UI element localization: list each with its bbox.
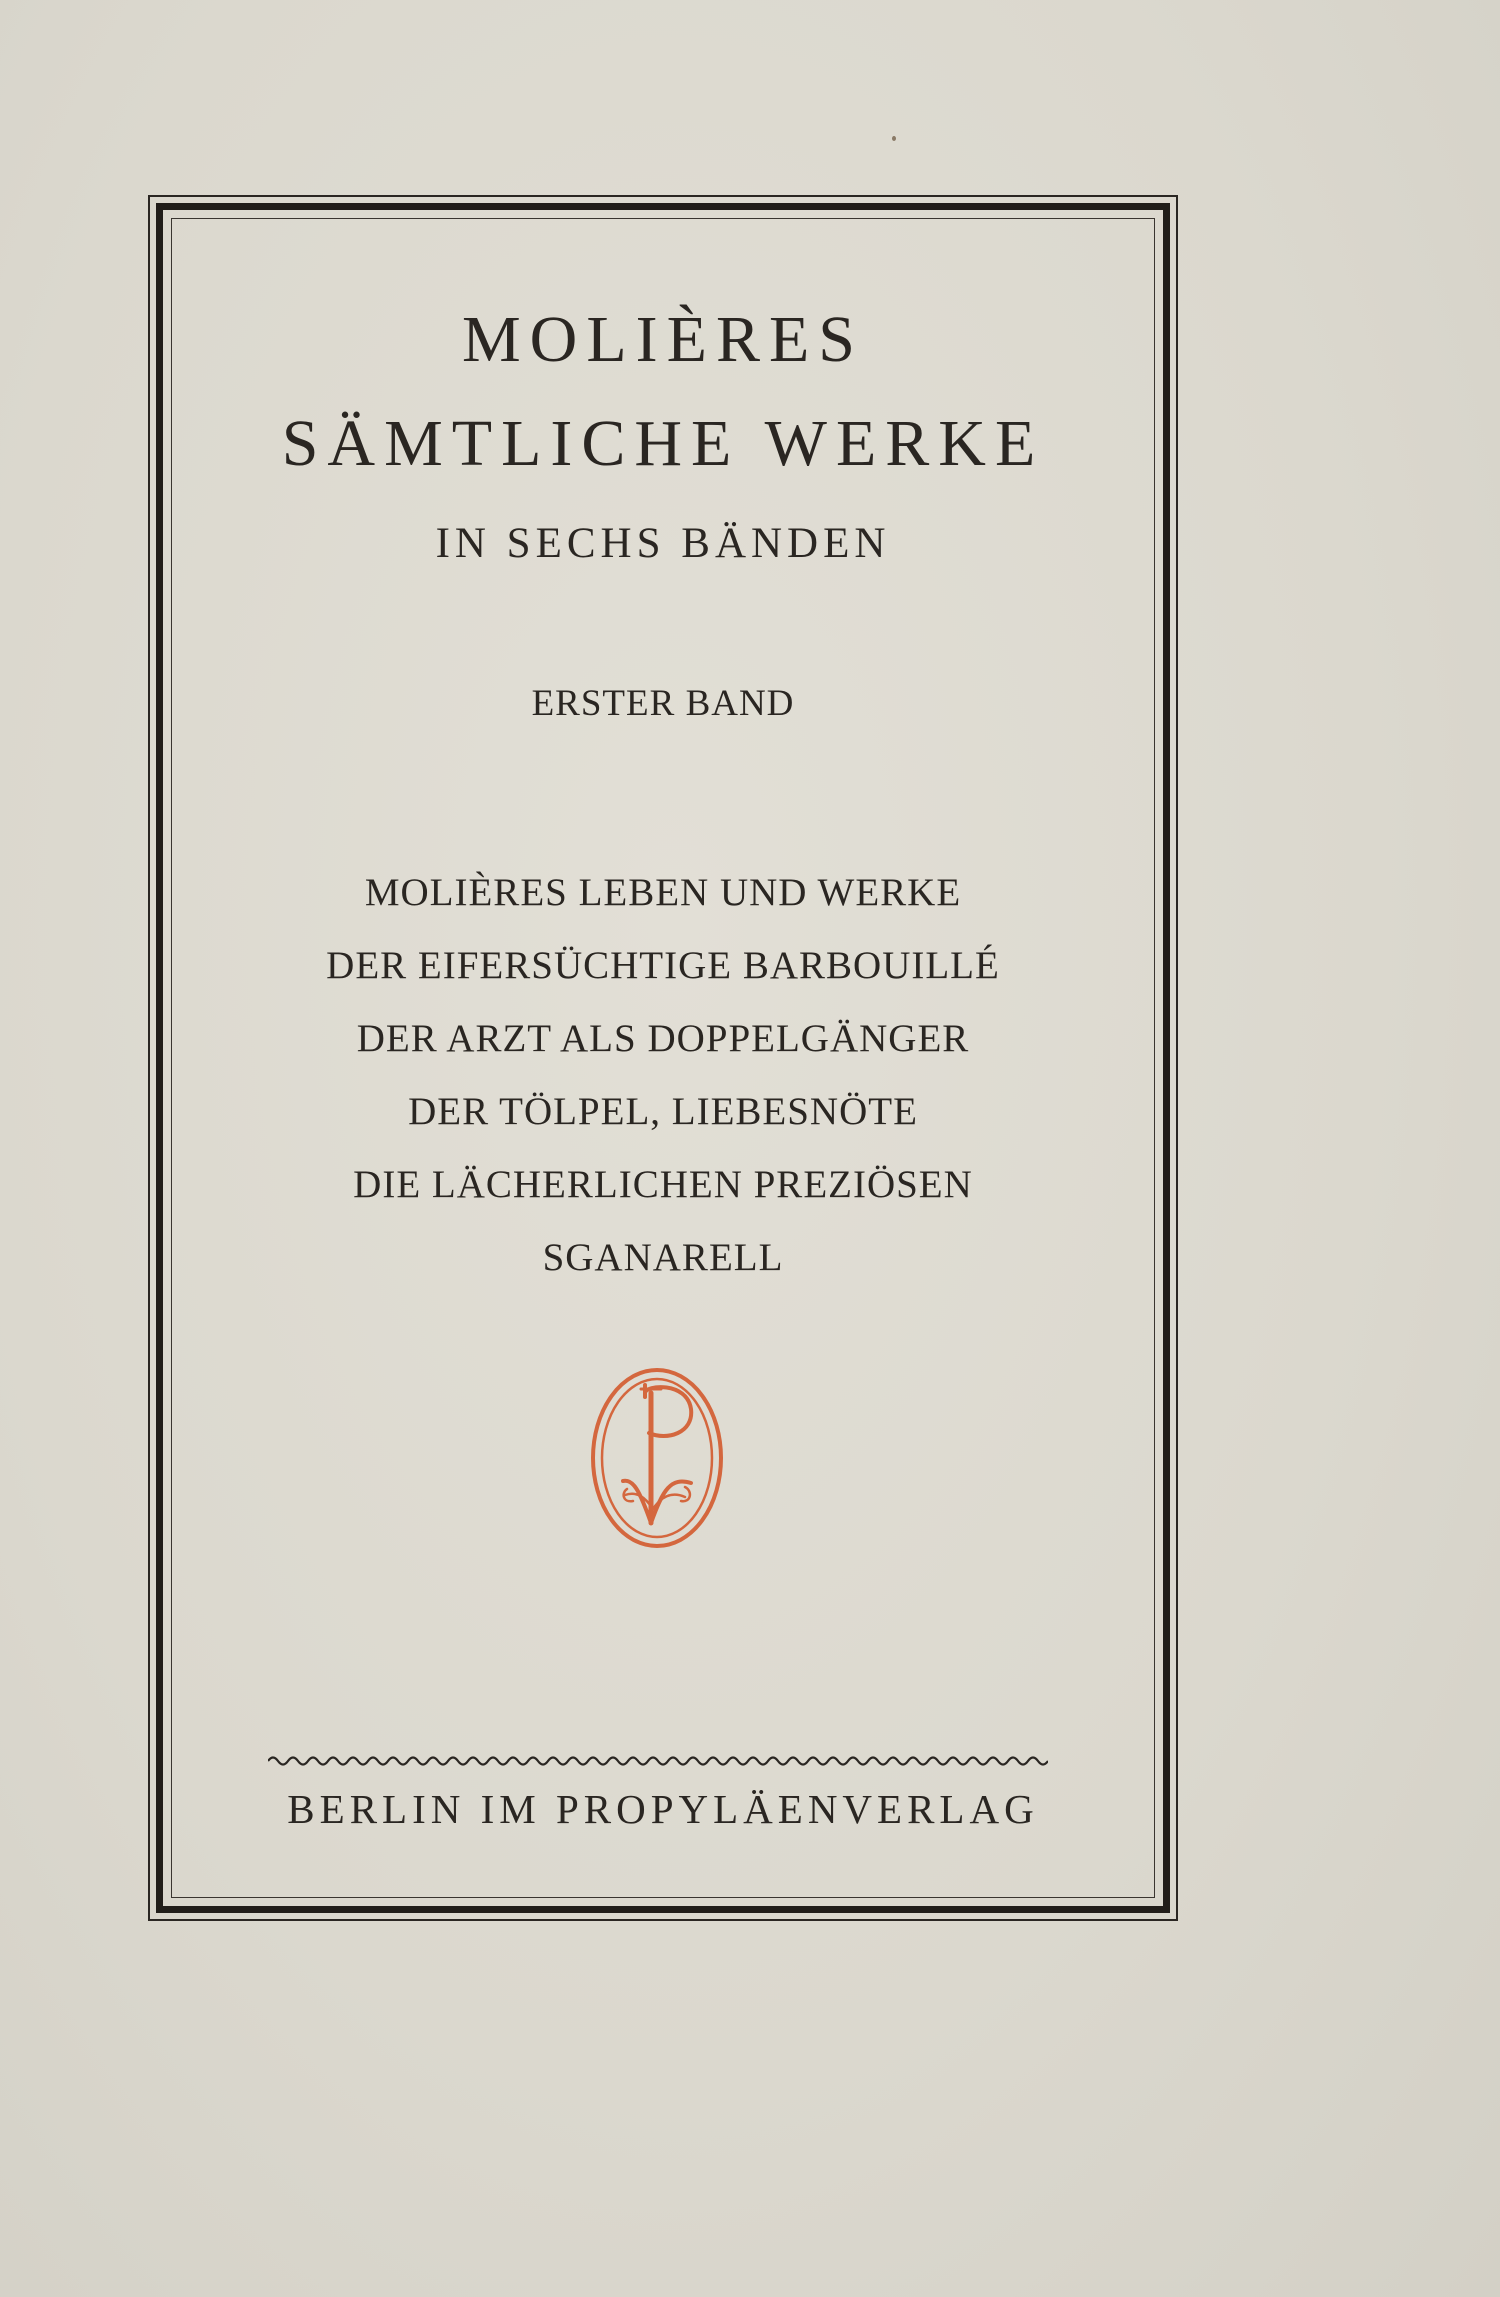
paper-speck [892,136,896,141]
publisher-imprint: BERLIN IM PROPYLÄENVERLAG [287,1786,1039,1832]
wavy-rule-ornament [268,1754,1048,1768]
contents-item: MOLIÈRES LEBEN UND WERKE [364,871,962,914]
title-line-1: MOLIÈRES [462,303,864,376]
subtitle: IN SECHS BÄNDEN [435,520,891,567]
title-line-2: SÄMTLICHE WERKE [281,407,1045,480]
contents-list [172,856,1154,1294]
contents-item: DER TÖLPEL, LIEBESNÖTE [408,1090,918,1133]
contents-item: DER ARZT ALS DOPPELGÄNGER [356,1017,970,1060]
volume-label: ERSTER BAND [531,683,795,724]
propylaeen-monogram-logo [587,1363,727,1553]
contents-item: DER EIFERSÜCHTIGE BARBOUILLÉ [326,944,1000,987]
contents-item: SGANARELL [542,1236,784,1279]
contents-item: DIE LÄCHERLICHEN PREZIÖSEN [353,1163,973,1206]
